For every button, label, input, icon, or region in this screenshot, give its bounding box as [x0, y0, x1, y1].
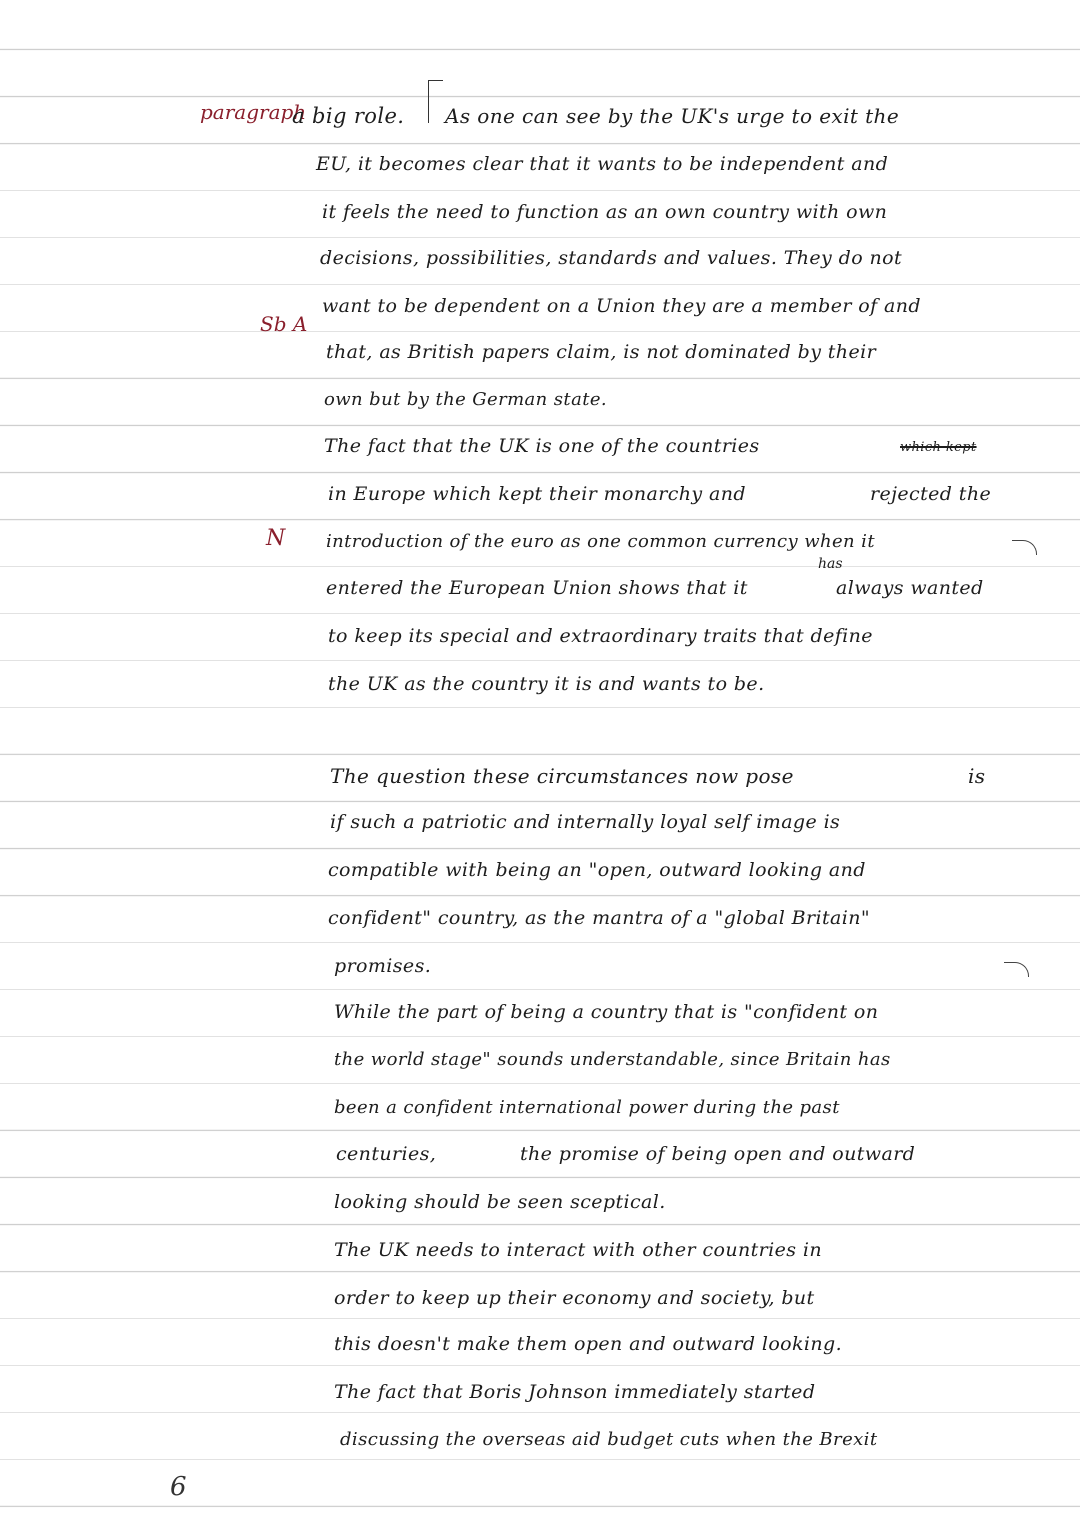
text-line-20: the world stage" sounds understandable, since Britain has — [334, 1049, 891, 1070]
text-line-9a: in Europe which kept their monarchy and — [328, 483, 746, 505]
paragraph-break-mark — [1004, 962, 1029, 977]
text-line-8a: The fact that the UK is one of the countries — [324, 435, 760, 457]
text-line-12: to keep its special and extraordinary traits that define — [328, 625, 873, 647]
margin-note-n: N — [266, 526, 286, 551]
text-line-24: The UK needs to interact with other countries in — [334, 1239, 822, 1261]
text-line-17: confident" country, as the mantra of a "global Britain" — [328, 907, 871, 929]
text-line-8-strikethrough: which kept — [900, 440, 977, 455]
text-line-7: own but by the German state. — [324, 389, 608, 410]
text-line-11a: entered the European Union shows that it — [326, 577, 748, 599]
text-line-25: order to keep up their economy and society, but — [334, 1287, 815, 1309]
text-line-22a: centuries, — [336, 1143, 437, 1165]
text-line-18: promises. — [334, 955, 432, 977]
inserted-word-has: has — [818, 556, 843, 572]
page-number: 6 — [170, 1472, 187, 1502]
text-line-11b: always wanted — [836, 577, 984, 599]
text-line-10: introduction of the euro as one common currency when it — [326, 531, 875, 552]
text-line-26: this doesn't make them open and outward looking. — [334, 1333, 843, 1355]
text-line-14b: is — [968, 764, 986, 788]
text-line-14a: The question these circumstances now pose — [330, 764, 794, 788]
text-line-13: the UK as the country it is and wants to be. — [328, 673, 765, 695]
line-continuation-mark — [1012, 540, 1037, 555]
margin-note-sb-a: Sb A — [260, 312, 308, 336]
text-line-9b: rejected the — [870, 483, 992, 505]
text-line-2: EU, it becomes clear that it wants to be independent and — [316, 153, 889, 175]
text-line-16: compatible with being an "open, outward looking and — [328, 859, 866, 881]
paragraph-start-bracket — [428, 80, 443, 123]
text-line-23: looking should be seen sceptical. — [334, 1191, 666, 1213]
text-line-5: want to be dependent on a Union they are a member of and — [322, 295, 921, 317]
margin-note-paragraph: paragraph — [200, 100, 307, 124]
text-line-21: been a confident international power during the past — [334, 1097, 840, 1118]
text-line-6: that, as British papers claim, is not dominated by their — [326, 341, 877, 363]
text-line-27: The fact that Boris Johnson immediately started — [334, 1381, 816, 1403]
text-line-19: While the part of being a country that is "confident on — [334, 1001, 879, 1023]
text-line-3: it feels the need to function as an own country with own — [322, 201, 888, 223]
text-line-1b: As one can see by the UK's urge to exit the — [445, 104, 900, 128]
text-line-4: decisions, possibilities, standards and values. They do not — [320, 247, 902, 269]
text-line-15: if such a patriotic and internally loyal self image is — [330, 811, 841, 833]
text-line-22b: the promise of being open and outward — [520, 1143, 916, 1165]
text-line-1a: a big role. — [292, 104, 405, 128]
text-line-28: discussing the overseas aid budget cuts when the Brexit — [340, 1429, 878, 1450]
